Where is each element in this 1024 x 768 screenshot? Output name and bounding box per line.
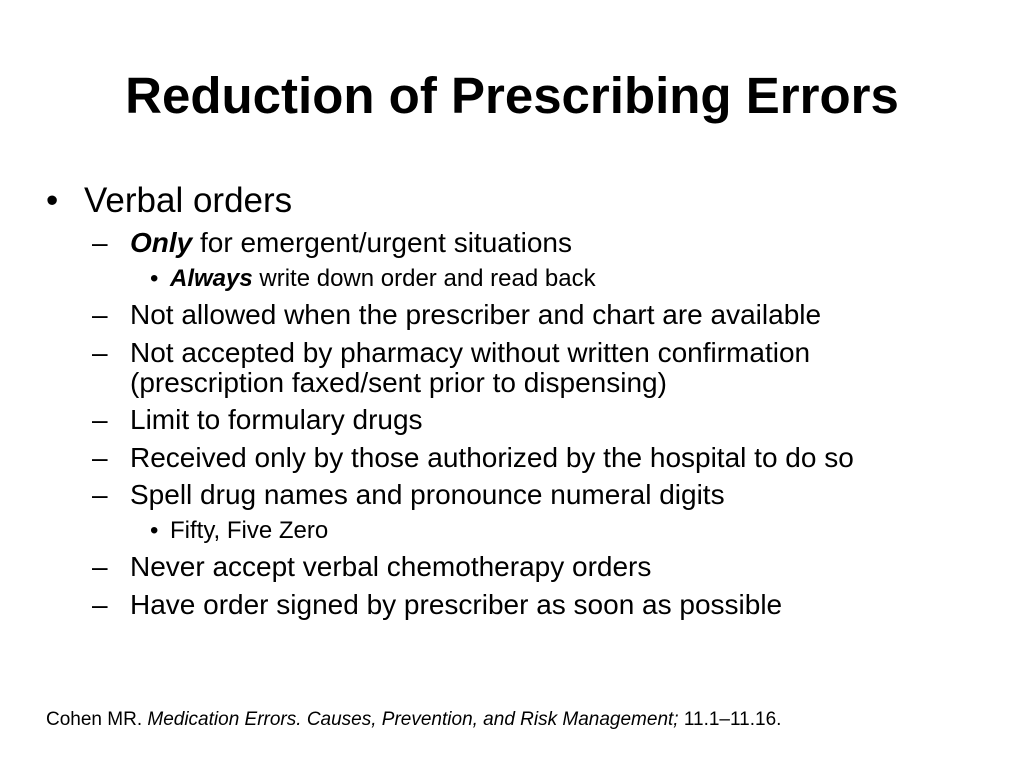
emphasis-always: Always xyxy=(170,265,253,292)
bullet-text: Spell drug names and pronounce numeral digits xyxy=(130,479,725,510)
citation-work: Medication Errors. Causes, Prevention, and Risk Management; xyxy=(147,709,679,730)
subbullet-not-accepted xyxy=(92,338,810,398)
dash-marker: – xyxy=(92,479,108,510)
subbullet-only-emergent xyxy=(92,228,572,258)
dash-marker: – xyxy=(92,227,108,258)
bullet-text: Fifty, Five Zero xyxy=(170,517,329,544)
subbullet-spell-drug-names xyxy=(92,480,725,510)
bullet-marker: • xyxy=(150,265,159,292)
slide-title: Reduction of Prescribing Errors xyxy=(125,67,899,124)
subbullet-received-only xyxy=(92,443,854,473)
bullet-text: Verbal orders xyxy=(84,181,293,220)
bullet-marker: • xyxy=(46,181,59,220)
bullet-text: Never accept verbal chemotherapy orders xyxy=(130,551,652,582)
citation xyxy=(46,708,781,732)
dash-marker: – xyxy=(92,589,108,620)
bullet-marker: • xyxy=(150,517,159,544)
citation-author: Cohen MR. xyxy=(46,709,148,730)
bullet-text-line2: (prescription faxed/sent prior to dispensing) xyxy=(130,367,667,398)
dash-marker: – xyxy=(92,404,108,435)
subsubbullet-fifty xyxy=(150,517,328,545)
bullet-text: Not allowed when the prescriber and chart are available xyxy=(130,299,822,330)
bullet-text xyxy=(130,228,572,258)
subbullet-not-allowed xyxy=(92,300,821,330)
dash-marker: – xyxy=(92,337,108,368)
bullet-text: Have order signed by prescriber as soon as possible xyxy=(130,589,783,620)
subbullet-limit-formulary xyxy=(92,405,423,435)
emphasis-only: Only xyxy=(130,227,193,258)
bullet-text: Limit to formulary drugs xyxy=(130,404,423,435)
bullet-text xyxy=(130,338,810,398)
bullet-verbal-orders xyxy=(46,181,292,221)
dash-marker: – xyxy=(92,299,108,330)
bullet-text xyxy=(170,265,596,293)
citation-pages: 11.1–11.16. xyxy=(678,709,782,730)
bullet-text-rest: write down order and read back xyxy=(252,265,596,292)
bullet-text: Received only by those authorized by the hospital to do so xyxy=(130,442,854,473)
subbullet-have-order-signed xyxy=(92,590,782,620)
subsubbullet-always-write xyxy=(150,265,596,293)
bullet-text-rest: for emergent/urgent situations xyxy=(192,227,572,258)
subbullet-never-chemo xyxy=(92,552,651,582)
bullet-text-line1: Not accepted by pharmacy without written confirmation xyxy=(130,337,811,368)
dash-marker: – xyxy=(92,442,108,473)
dash-marker: – xyxy=(92,551,108,582)
